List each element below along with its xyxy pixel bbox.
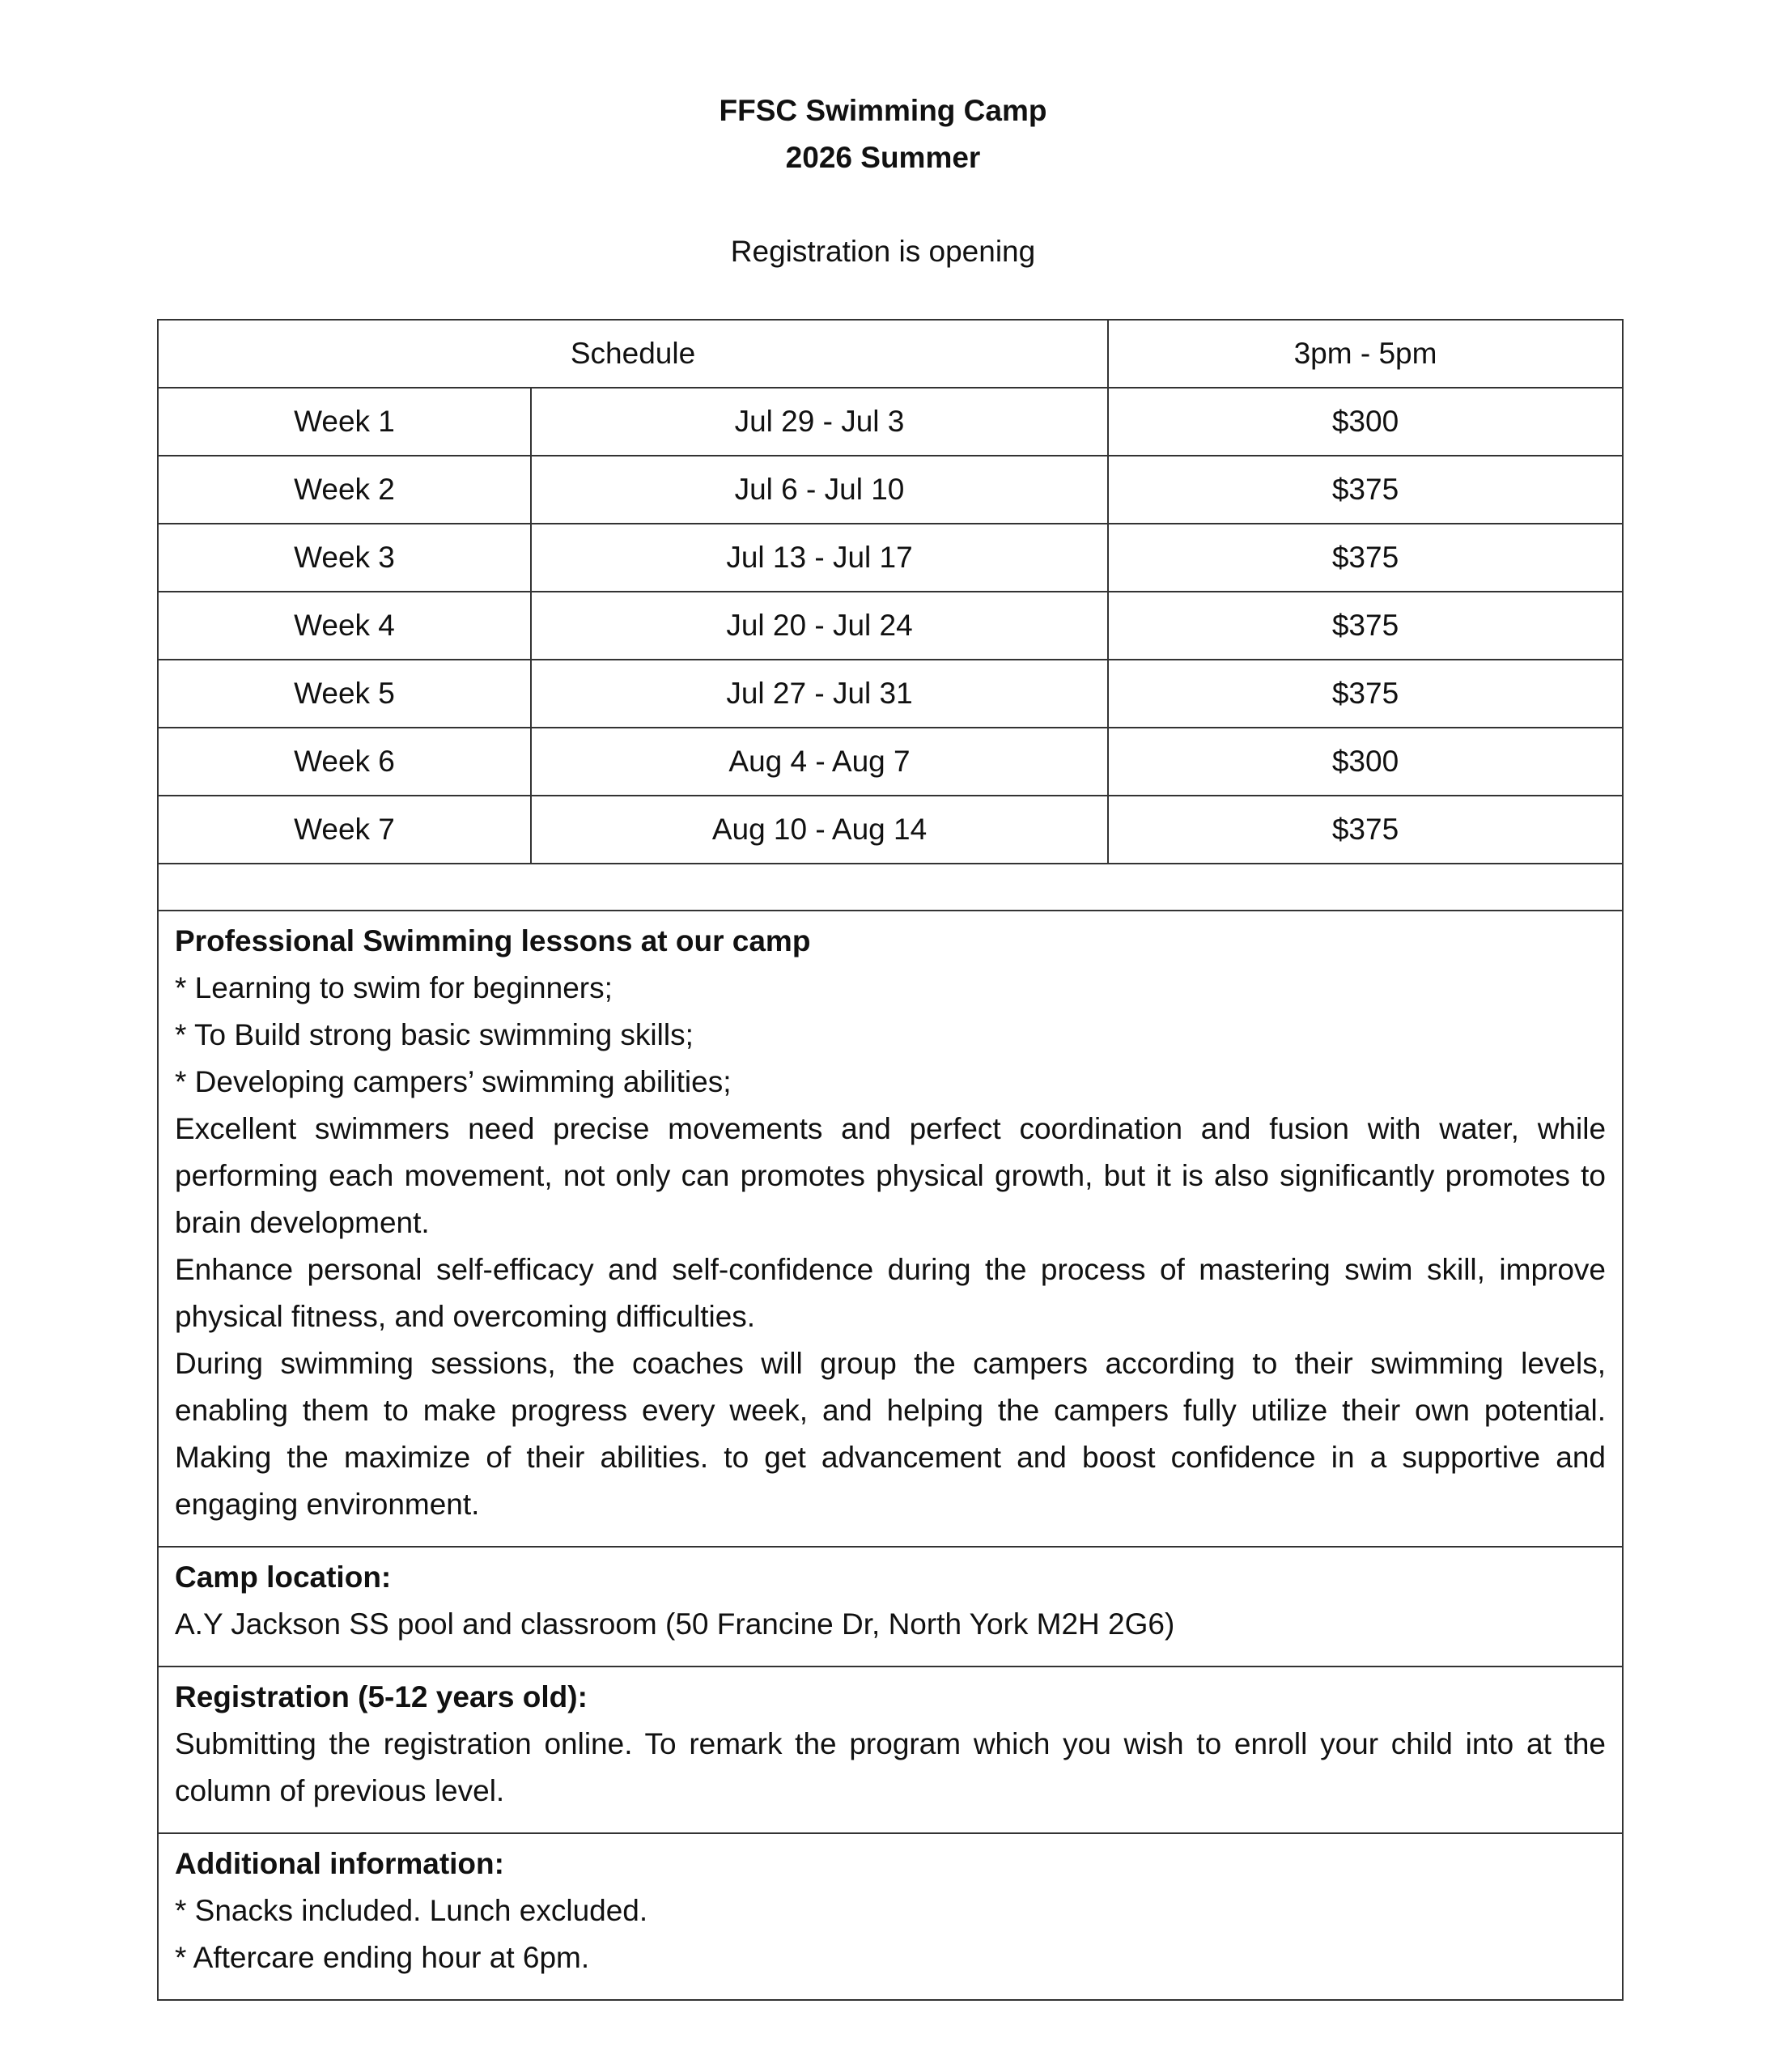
week-cell: Week 6 [158,728,531,796]
document-title: FFSC Swimming Camp [719,94,1047,127]
lessons-paragraph: Enhance personal self-efficacy and self-confidence during the process of mastering swim skill, improve physical fitness, and overcoming difficulties. [175,1253,1607,1333]
price-cell: $375 [1108,660,1623,728]
price-cell: $375 [1108,592,1623,660]
additional-line: * Snacks included. Lunch excluded. [175,1894,648,1927]
lessons-bullet: * Developing campers’ swimming abilities; [175,1065,732,1098]
registration-section [158,1667,1623,1833]
dates-cell: Jul 29 - Jul 3 [531,388,1108,456]
time-header-cell: 3pm - 5pm [1108,320,1623,388]
location-cell [158,1547,1623,1667]
additional-title: Additional information: [175,1847,504,1880]
price-cell: $375 [1108,456,1623,524]
table-row [158,524,1623,592]
table-row [158,796,1623,864]
week-cell: Week 1 [158,388,531,456]
table-row [158,728,1623,796]
additional-section [158,1833,1623,2000]
lessons-section [158,911,1623,1547]
schedule-table [157,319,1624,2001]
dates-cell: Jul 27 - Jul 31 [531,660,1108,728]
additional-line: * Aftercare ending hour at 6pm. [175,1941,590,1974]
location-section [158,1547,1623,1667]
registration-title: Registration (5-12 years old): [175,1680,588,1713]
registration-text: Submitting the registration online. To remark the program which you wish to enroll your child into at the column of previous level. [175,1727,1607,1807]
dates-cell: Aug 10 - Aug 14 [531,796,1108,864]
price-cell: $300 [1108,388,1623,456]
location-title: Camp location: [175,1560,392,1594]
dates-cell: Aug 4 - Aug 7 [531,728,1108,796]
lessons-paragraph: Excellent swimmers need precise movements and perfect coordination and fusion with water, while performing each movement, not only can promotes physical growth, but it is also significantly promotes to brain development. [175,1112,1607,1239]
lessons-paragraph: During swimming sessions, the coaches will group the campers according to their swimming levels, enabling them to make progress every week, and helping the campers fully utilize their own potential. Making the maximize of their abilities. to get advancement and boost confidence in a supportive and engaging environment. [175,1347,1607,1521]
price-cell: $375 [1108,796,1623,864]
table-row [158,456,1623,524]
empty-row [158,864,1623,911]
lessons-cell [158,911,1623,1547]
table-row [158,660,1623,728]
registration-cell [158,1667,1623,1833]
additional-cell [158,1833,1623,2000]
table-row [158,388,1623,456]
price-cell: $300 [1108,728,1623,796]
dates-cell: Jul 6 - Jul 10 [531,456,1108,524]
location-address: A.Y Jackson SS pool and classroom (50 Francine Dr, North York M2H 2G6) [175,1607,1175,1641]
week-cell: Week 3 [158,524,531,592]
week-cell: Week 7 [158,796,531,864]
lessons-bullet: * To Build strong basic swimming skills; [175,1018,694,1051]
registration-status: Registration is opening [730,235,1036,268]
schedule-header-cell: Schedule [158,320,1108,388]
dates-cell: Jul 20 - Jul 24 [531,592,1108,660]
document-season: 2026 Summer [785,141,981,174]
week-cell: Week 5 [158,660,531,728]
dates-cell: Jul 13 - Jul 17 [531,524,1108,592]
lessons-title: Professional Swimming lessons at our camp [175,924,811,957]
empty-cell [158,864,1623,911]
week-cell: Week 4 [158,592,531,660]
schedule-header-row [158,320,1623,388]
table-row [158,592,1623,660]
week-cell: Week 2 [158,456,531,524]
price-cell: $375 [1108,524,1623,592]
lessons-bullet: * Learning to swim for beginners; [175,971,613,1004]
